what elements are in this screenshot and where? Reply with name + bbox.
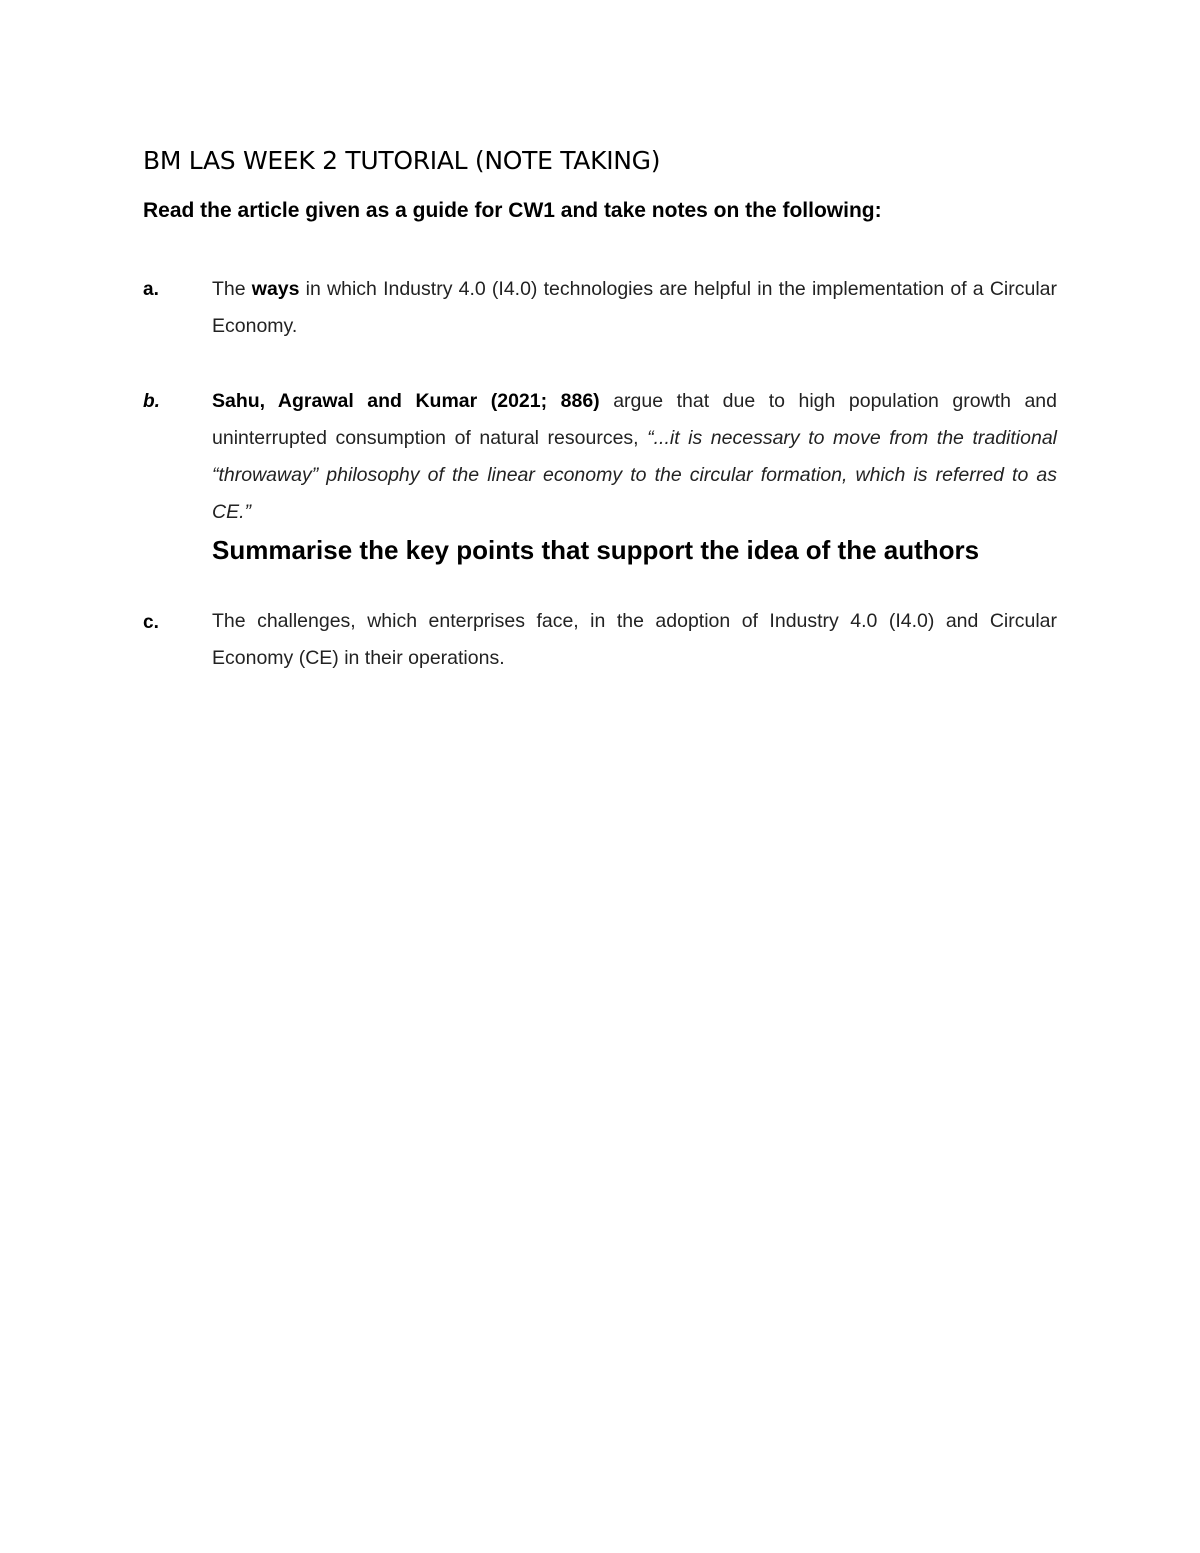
item-a-bold-word: ways bbox=[251, 278, 300, 300]
item-a-text-after: in which Industry 4.0 (I4.0) technologies are helpful in the implementation of a Circular Economy. bbox=[212, 278, 1057, 337]
item-c-marker: c. bbox=[143, 612, 159, 633]
item-a-text-before: The bbox=[212, 278, 252, 300]
summarise-heading: Summarise the key points that support the idea of the authors bbox=[212, 535, 980, 565]
document-title: BM LAS WEEK 2 TUTORIAL (NOTE TAKING) bbox=[143, 146, 661, 175]
item-b-marker: b. bbox=[143, 391, 160, 412]
item-b-body: argue that due to high population growth and uninterrupted consumption of natural resources, bbox=[212, 390, 1057, 449]
instruction-text: Read the article given as a guide for CW1 and take notes on the following: bbox=[143, 199, 882, 222]
item-a-marker: a. bbox=[143, 279, 159, 300]
item-a-text bbox=[212, 271, 1057, 345]
item-b-text bbox=[212, 383, 1057, 531]
item-b-authors: Sahu, Agrawal and Kumar (2021; 886) bbox=[212, 390, 600, 412]
item-b-quote: “...it is necessary to move from the traditional “throwaway” philosophy of the linear economy to the circular formation, which is referred to as CE.” bbox=[212, 427, 1057, 523]
item-c-text: The challenges, which enterprises face, in the adoption of Industry 4.0 (I4.0) and Circular Economy (CE) in their operations. bbox=[212, 610, 1057, 669]
